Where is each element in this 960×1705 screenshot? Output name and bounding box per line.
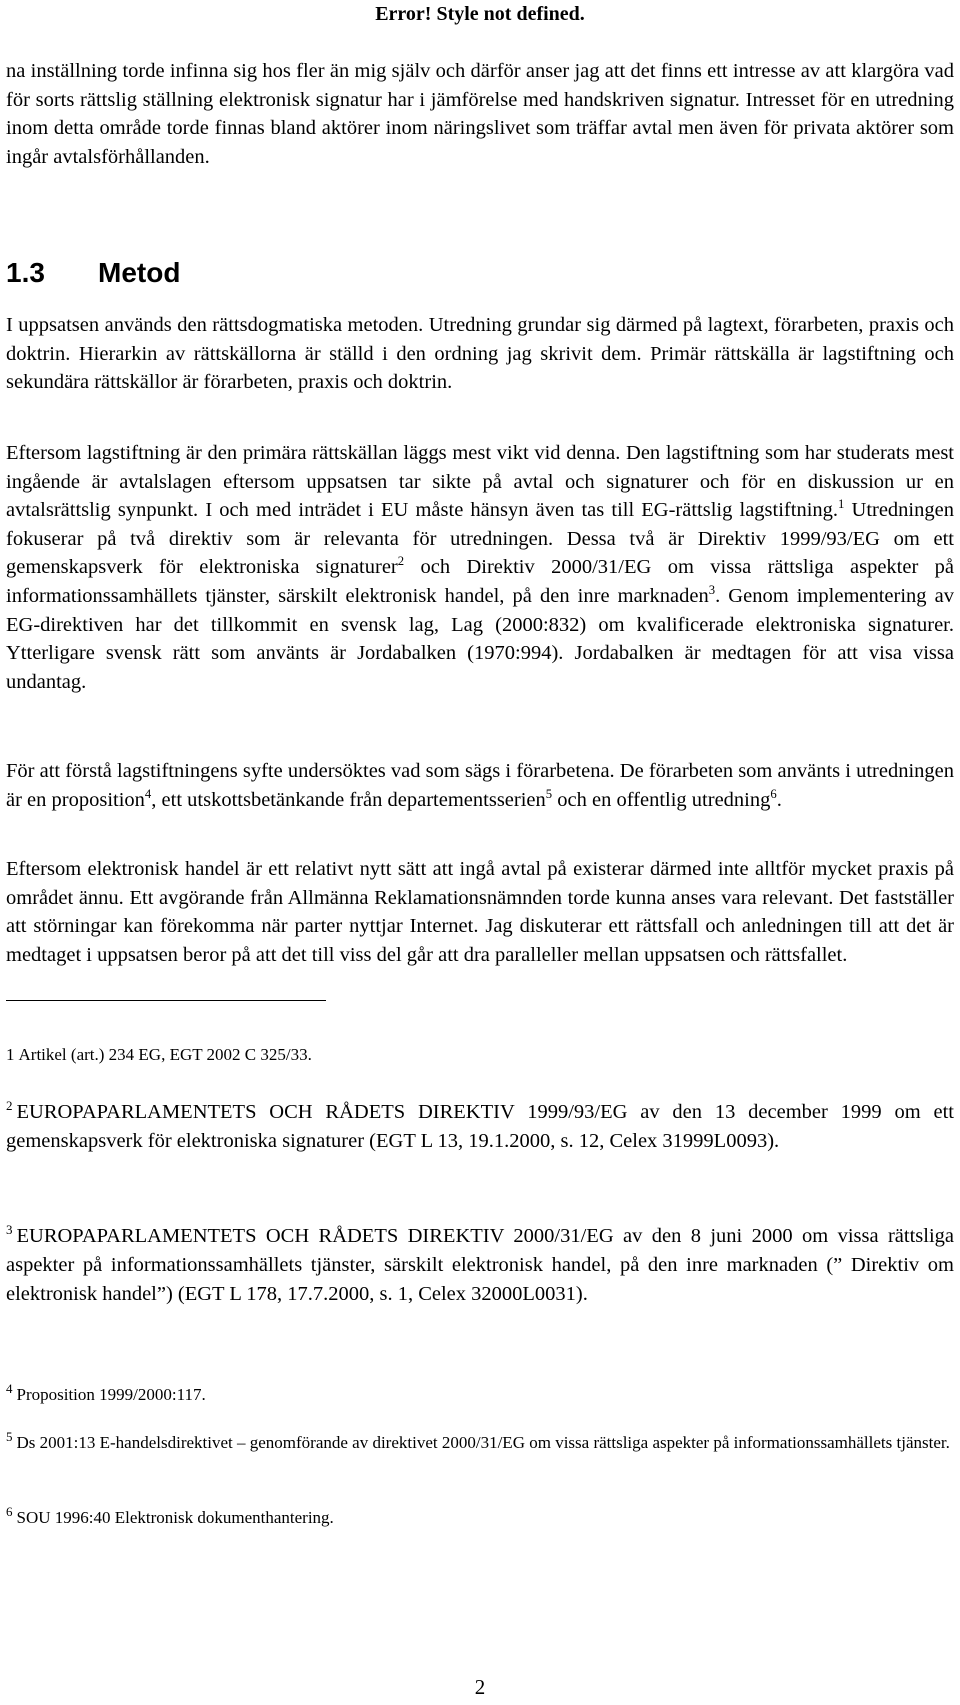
footnote-6 bbox=[6, 1506, 954, 1530]
footnote-text: Artikel (art.) 234 EG, EGT 2002 C 325/33. bbox=[18, 1045, 312, 1064]
footnote-1 bbox=[6, 1043, 954, 1067]
footnote-reference[interactable]: 6 bbox=[770, 786, 777, 801]
paragraph-text: För att förstå lagstiftningens syfte undersöktes vad som sägs i förarbetena. De förarbeten som använts i utredningen är en proposition bbox=[6, 760, 954, 811]
paragraph-text: och en offentlig utredning bbox=[552, 788, 771, 811]
footnote-3 bbox=[6, 1222, 954, 1309]
footnote-reference[interactable]: 4 bbox=[144, 786, 152, 801]
footnote-2 bbox=[6, 1098, 954, 1156]
footnote-text: Ds 2001:13 E-handelsdirektivet – genomförande av direktivet 2000/31/EG om vissa rättsliga aspekter på informationssamhällets tjänster. bbox=[16, 1433, 950, 1452]
section-heading bbox=[6, 256, 180, 290]
paragraph-text: Utredningen fokuserar på två direktiv som är relevanta för utredningen. Dessa två är Direktiv 1999/93/EG om ett gemenskapsverk för elektroniska signaturer bbox=[6, 499, 954, 579]
paragraph-text: . Genom implementering av EG-direktiven har det tillkommit en svensk lag, Lag (2000:832) om kvalificerade elektroniska signaturer. Ytterligare svensk rätt som använts är Jordabalken (1970:994). Jordabalken är medtagen för att visa vissa undantag. bbox=[6, 584, 955, 693]
page-number: 2 bbox=[474, 1675, 486, 1699]
paragraph-method: I uppsatsen används den rättsdogmatiska metoden. Utredning grundar sig därmed på lagtext, förarbeten, praxis och doktrin. Hierarkin av rättskällorna är ställd i den ordning jag skrivit dem. Primär rättskälla är lagstiftning och sekundära rättskällor är förarbeten, praxis och doktrin. bbox=[6, 314, 954, 394]
paragraph-text: , ett utskottsbetänkande från departementsserien bbox=[151, 788, 546, 811]
footnote-text: Proposition 1999/2000:117. bbox=[16, 1385, 206, 1404]
footnote-reference[interactable]: 1 bbox=[838, 497, 845, 512]
footnote-5 bbox=[6, 1431, 954, 1454]
footnote-mark: 1 bbox=[6, 1045, 15, 1064]
footnote-mark: 3 bbox=[6, 1222, 13, 1238]
running-header: Error! Style not defined. bbox=[375, 3, 585, 25]
footnote-mark: 6 bbox=[6, 1504, 13, 1520]
footnote-separator bbox=[6, 1000, 326, 1001]
footnote-reference[interactable]: 2 bbox=[397, 554, 405, 569]
footnote-text: EUROPAPARLAMENTETS OCH RÅDETS DIREKTIV 1999/93/EG av den 13 december 1999 om ett gemenskapsverk för elektroniska signaturer (EGT L 13, 19.1.2000, s. 12, Celex 31999L0093). bbox=[6, 1101, 954, 1152]
paragraph-text: . bbox=[776, 788, 782, 811]
footnote-4 bbox=[6, 1383, 954, 1407]
footnote-text: EUROPAPARLAMENTETS OCH RÅDETS DIREKTIV 2000/31/EG av den 8 juni 2000 om vissa rättsliga aspekter på informationssamhällets tjänster, särskilt elektronisk handel, på den inre marknaden (” Direktiv om elektronisk handel”) (EGT L 178, 17.7.2000, s. 1, Celex 32000L0031). bbox=[6, 1225, 954, 1305]
footnote-mark: 4 bbox=[6, 1381, 13, 1397]
paragraph-preparatory-works bbox=[6, 757, 954, 814]
paragraph-case-law: Eftersom elektronisk handel är ett relativt nytt sätt att ingå avtal på existerar därmed inte alltför mycket praxis på området ännu. Ett avgörande från Allmänna Reklamationsnämnden torde kunna anses vara relevant. Det fastställer att störningar kan förekomma när parter nyttjar Internet. Jag diskuterar ett rättsfall och anledningen till att det är medtaget i uppsatsen beror på att det till viss del går att dra paralleller mellan uppsatsen och rättsfallet. bbox=[6, 858, 954, 966]
footnote-reference[interactable]: 3 bbox=[708, 583, 716, 598]
footnote-reference[interactable]: 5 bbox=[545, 786, 553, 801]
footnote-mark: 5 bbox=[6, 1429, 13, 1445]
paragraph-legislation bbox=[6, 439, 954, 696]
intro-paragraph: na inställning torde infinna sig hos fler än mig själv och därför anser jag att det finns ett intresse av att klargöra vad för sorts rättslig ställning elektronisk signatur har i jämförelse med handskriven signatur. Intresset för en utredning inom detta område torde finnas bland aktörer inom näringslivet som träffar avtal men även för privata aktörer som ingår avtalsförhållanden. bbox=[6, 60, 954, 168]
paragraph-text: och Direktiv 2000/31/EG om vissa rättsliga aspekter på informationssamhällets tjänster, särskilt elektronisk handel, på den inre marknaden bbox=[6, 556, 954, 607]
section-number: 1.3 bbox=[6, 257, 45, 288]
paragraph-text: Eftersom lagstiftning är den primära rättskällan läggs mest vikt vid denna. Den lagstiftning som har studerats mest ingående är avtalslagen eftersom uppsatsen tar sikte på avtal och signaturer och för en diskussion ur en avtalsrättslig synpunkt. I och med inträdet i EU måste hänsyn även tas till EG-rättslig lagstiftning. bbox=[6, 442, 954, 522]
footnote-text: SOU 1996:40 Elektronisk dokumenthantering. bbox=[16, 1508, 334, 1527]
section-title: Metod bbox=[98, 257, 181, 288]
footnote-mark: 2 bbox=[6, 1098, 13, 1114]
